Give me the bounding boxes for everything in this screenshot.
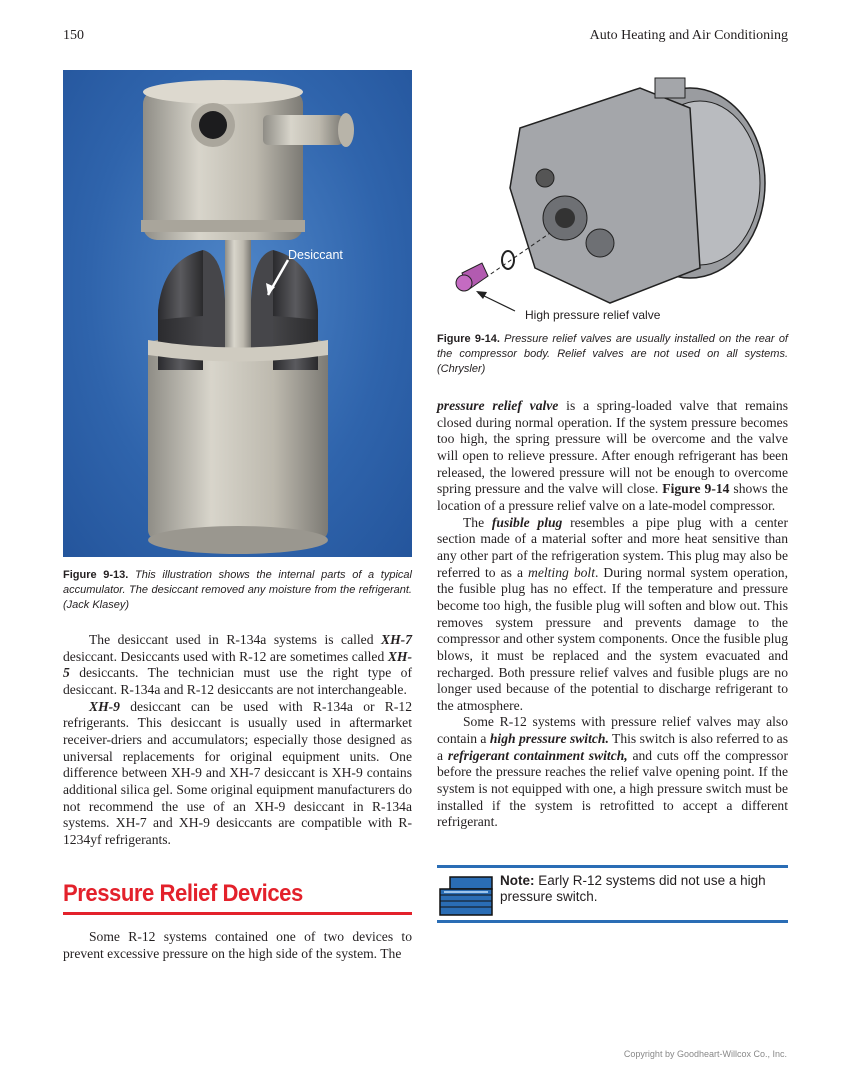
paragraph: pressure relief valve is a spring-loaded valve that remains closed during normal operation. If the system pressure becomes too high, the spring pressure will be overcome and the valve will open to relieve pressure. After enough refrigerant has been released, the lowered pressure will not be enough to overcome spring pressure and the valve will close. Figure 9-14 shows the location of a pressure relief valve on a late-model compressor. [437,398,789,513]
caption-text: Pressure relief valves are usually installed on the rear of the compressor body. Relief valves are not used on all systems. (Chrysler) [437,333,788,375]
desiccant-callout: Desiccant [288,248,343,262]
paragraph: Some R-12 systems contained one of two devices to prevent excessive pressure on the high side of the system. The [63,929,412,961]
paragraph: The desiccant used in R-134a systems is called XH-7 desiccant. Desiccants used with R-12 are sometimes called XH-5 desiccants. The technician must use the right type of desiccant. R-134a and R-12 desiccants are not interchangeable. [63,632,412,697]
copyright: Copyright by Goodheart-Willcox Co., Inc. [623,1049,787,1059]
left-column-text-2 [63,929,412,962]
caption-text: This illustration shows the internal parts of a typical accumulator. The desiccant removed any moisture from the refrigerant. (Jack Klasey) [63,569,412,611]
note-text: Note: Early R-12 systems did not use a high pressure switch. [500,873,766,904]
section-heading: Pressure Relief Devices [63,880,303,907]
right-column-text [437,398,788,831]
figure-13-caption [63,568,412,613]
note-bottom-rule [437,920,788,923]
toolbox-icon [438,876,494,921]
paragraph: Some R-12 systems with pressure relief valves may also contain a high pressure switch. This switch is also referred to as a refrigerant containment switch, and cuts off the compressor before the pressure reaches the relief valve opening point. If the system is not equipped with one, a high pressure switch must be installed if the system is retrofitted to accept a different refrigerant. [437,714,788,830]
relief-valve-callout: High pressure relief valve [525,308,661,322]
figure-14-caption [437,332,788,377]
accumulator-photo [63,70,412,557]
page-number: 150 [63,28,84,43]
heading-rule [63,912,412,915]
compressor-illustration [440,68,790,330]
paragraph: XH-9 desiccant can be used with R-134a or R-12 refrigerants. This desiccant is usually used in aftermarket receiver-driers and accumulators; especially those designed as universal replacements for original equipment units. One difference between XH-9 and XH-7 desiccant is XH-9 contains additional silica gel. Some original equipment manufacturers do not recommend the use of an XH-9 desiccant in R-134a systems. XH-7 and XH-9 desiccants are compatible with R-1234yf refrigerants. [63,698,412,847]
paragraph: The fusible plug resembles a pipe plug with a center section made of a material softer and more heat sensitive than any other part of the refrigeration system. This plug may also be referred to as a melting bolt. During normal system operation, the fusible plug has no effect. If the temperature and pressure become too high, the fusible plug will soften and blow out. This removes system pressure and prevents damage to the compressor and other system components. Once the fusible plug blows, it must be replaced and the system evacuated and recharged. Both pressure relief valves and fusible plugs are no longer used because of the potential to discharge refrigerant to the atmosphere. [437,514,788,713]
caption-label: Figure 9-13. [63,569,129,581]
running-header: Auto Heating and Air Conditioning [589,28,788,43]
note-top-rule [437,865,788,868]
caption-label: Figure 9-14. [437,333,500,345]
left-column-text [63,632,412,849]
